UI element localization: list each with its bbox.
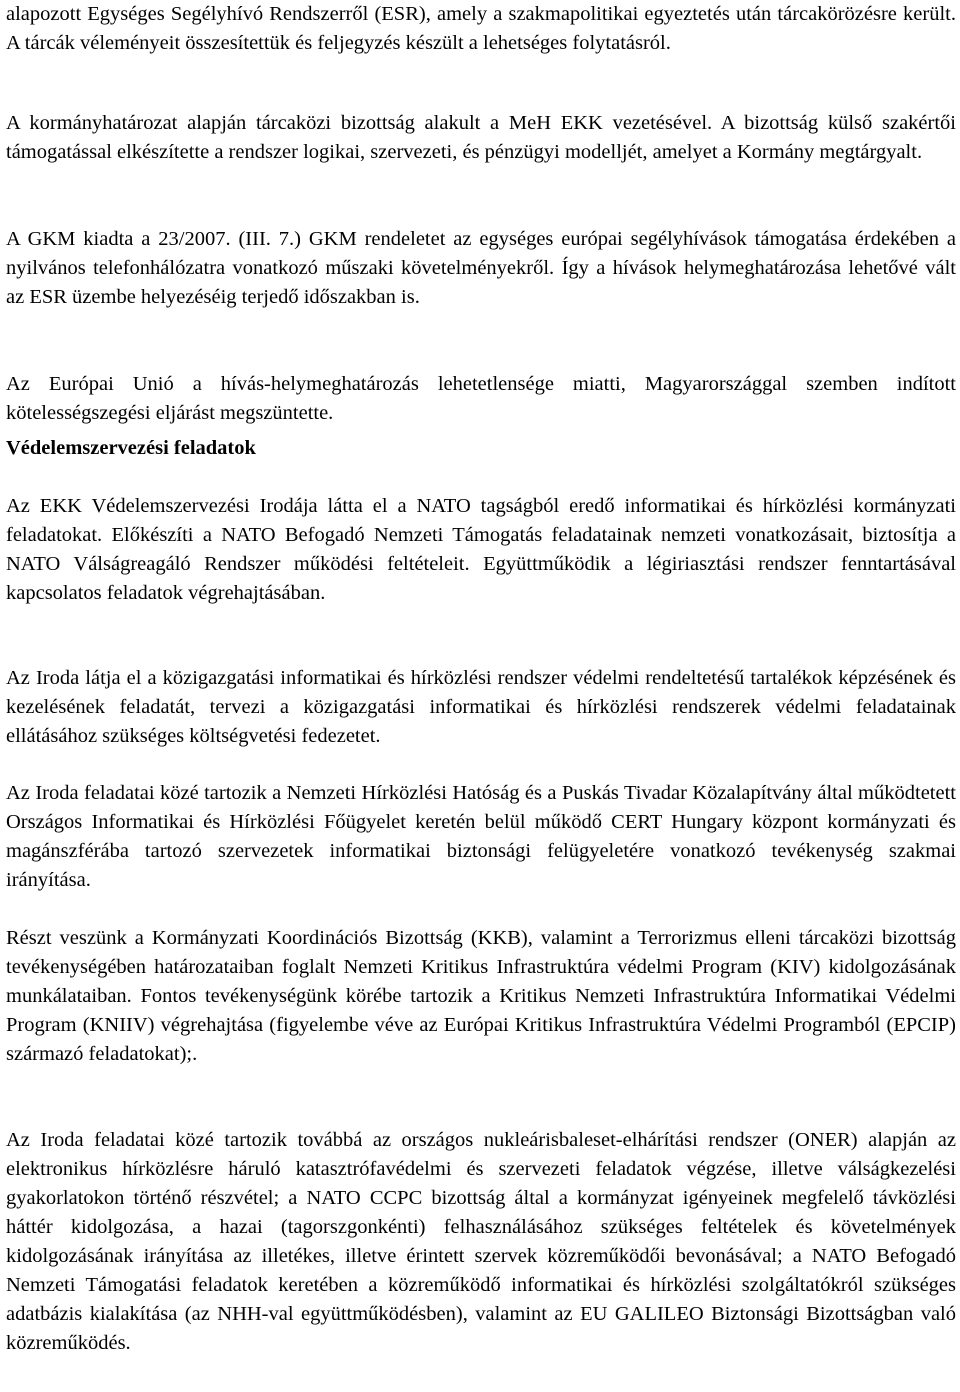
paragraph-esr-intro: alapozott Egységes Segélyhívó Rendszerről (ESR), amely a szakmapolitikai egyeztetés után tárcakörözésre került. A tárcák véleményeit összesítettük és feljegyzés készült a lehetséges folytatásról. — [6, 3, 956, 54]
paragraph-reserves: Az Iroda látja el a közigazgatási informatikai és hírközlési rendszer védelmi rendeltetésű tartalékok képzésének és kezelésének feladatát, tervezi a közigazgatási informatikai és hírközlési rendszerek védelmi feladatainak ellátásához szükséges költségvetési fedezetet. — [6, 667, 956, 747]
paragraph-gkm-decree: A GKM kiadta a 23/2007. (III. 7.) GKM rendeletet az egységes európai segélyhívások támogatása érdekében a nyilvános telefonhálózatra vonatkozó műszaki követelményekről. Így a hívások helymeghatározása lehetővé vált az ESR üzembe helyezéséig terjedő időszakban is. — [6, 228, 956, 308]
paragraph-oner: Az Iroda feladatai közé tartozik továbbá az országos nukleárisbaleset-elhárítási rendszer (ONER) alapján az elektronikus hírközlésre háruló katasztrófavédelmi és szervezeti feladatok végzése, illetve válságkezelési gyakorlatokon történő részvétel; a NATO CCPC bizottság által a kormányzat igényeinek megfelelő távközlési háttér kidolgozása, a hazai (tagorszgonkénti) felhasználásához szükséges feltételek és követelmények kidolgozásának irányítása az illetékes, illetve érintett szervek közreműködői bevonásával; a NATO Befogadó Nemzeti Támogatási feladatok keretében a közreműködő informatikai és hírközlési szolgáltatókról szükséges adatbázis kialakítása (az NHH-val együttműködésben), valamint az EU GALILEO Biztonsági Bizottságban való közreműködés. — [6, 1129, 956, 1354]
section-heading: Védelemszervezési feladatok — [6, 437, 256, 459]
paragraph-committee: A kormányhatározat alapján tárcaközi bizottság alakult a MeH EKK vezetésével. A bizottság külső szakértői támogatással elkészítette a rendszer logikai, szervezeti, és pénzügyi modelljét, amelyet a Kormány megtárgyalt. — [6, 112, 956, 163]
paragraph-cert-hungary: Az Iroda feladatai közé tartozik a Nemzeti Hírközlési Hatóság és a Puskás Tivadar Közalapítvány által működtetett Országos Informatikai és Hírközlési Főügyelet keretén belül működő CERT Hungary központ kormányzati és magánszférába tartozó szervezetek informatikai biztonsági felügyeletére vonatkozó tevékenység szakmai irányítása. — [6, 782, 956, 891]
paragraph-nato-tasks: Az EKK Védelemszervezési Irodája látta el a NATO tagságból eredő informatikai és hírközlési kormányzati feladatokat. Előkészíti a NATO Befogadó Nemzeti Támogatás feladatainak nemzeti vonatkozásait, biztosítja a NATO Válságreagáló Rendszer működési feltételeit. Együttműködik a légiriasztási rendszer fenntartásával kapcsolatos feladatok végrehajtásában. — [6, 495, 956, 604]
paragraph-kkb: Részt veszünk a Kormányzati Koordinációs Bizottság (KKB), valamint a Terrorizmus elleni tárcaközi bizottság tevékenységében határozataiban foglalt Nemzeti Kritikus Infrastruktúra védelmi Program (KIV) kidolgozásának munkálataiban. Fontos tevékenységünk körébe tartozik a Kritikus Nemzeti Infrastruktúra Informatikai Védelmi Program (KNIIV) végrehajtása (figyelembe véve az Európai Kritikus Infrastruktúra Védelmi Programból (EPCIP) származó feladatokat);. — [6, 927, 956, 1065]
paragraph-eu-procedure: Az Európai Unió a hívás-helymeghatározás lehetetlensége miatti, Magyarországgal szemben indított kötelességszegési eljárást megszüntette. — [6, 373, 956, 424]
